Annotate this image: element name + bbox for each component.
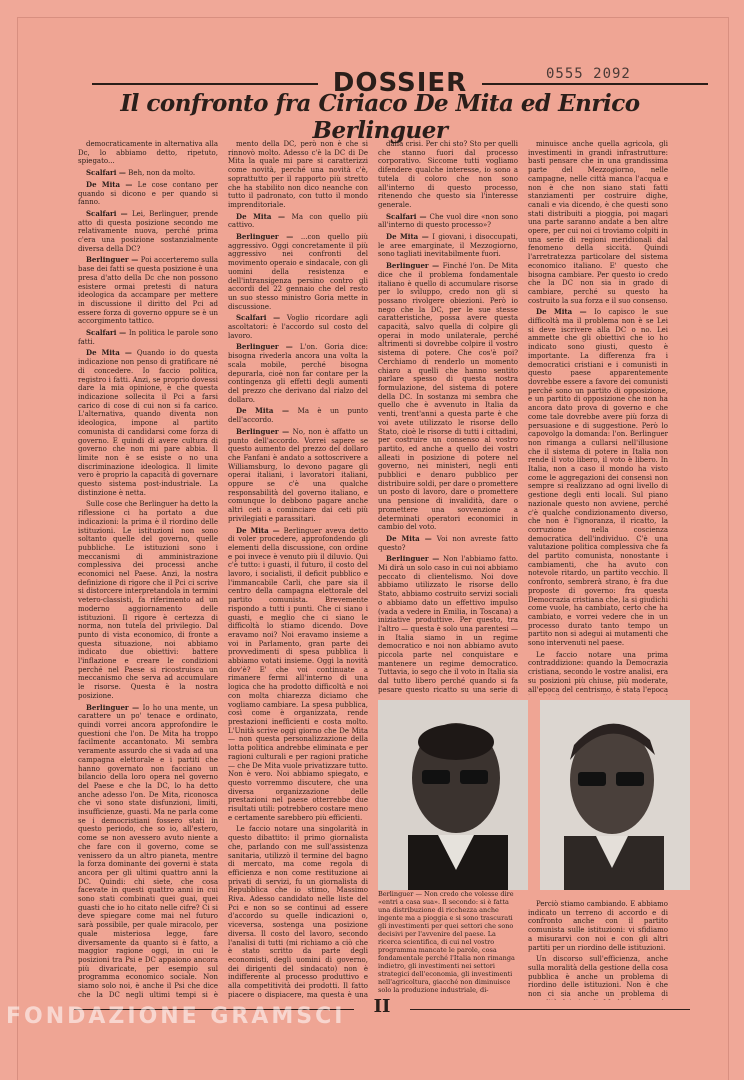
footer-rule-right xyxy=(410,1009,690,1010)
paragraph xyxy=(528,651,668,695)
photo-berlinguer xyxy=(540,700,690,890)
text-column-3 xyxy=(378,140,518,695)
paragraph xyxy=(78,210,218,254)
photo-de-mita xyxy=(378,700,528,890)
speaker-label: De Mita — xyxy=(86,348,137,358)
speaker-label: Berlinguer — xyxy=(86,702,143,712)
archive-number: 0555 2092 xyxy=(546,66,631,82)
paragraph-text: Voglio ricordare agli ascoltatori: è l'accordo sul costo del lavoro. xyxy=(228,314,368,340)
text-column-4-continued xyxy=(528,900,668,1000)
speaker-label: De Mita — xyxy=(536,307,595,317)
paragraph-text: Finché l'on. De Mita dice che il problema fondamentale italiano è quello di accumulare risorse per lo sviluppo, credo non gli si possano rivolgere obiezioni. Però io nego che la DC, per le sue stesse caratteristiche, possa avere questa capacità, salvo quella di colpire gli operai in modo unilaterale, perché altrimenti si dovrebbe colpire il vostro sistema di potere. Che cos'è poi? Cerchiamo di renderlo un momento chiaro a quelli che hanno sentito parlare spesso di questa nostra formulazione, del sistema di potere della DC. In sostanza mi sembra che quello che è avvenuto in Italia da venti, trent'anni a questa parte è che voi avete utilizzato le risorse dello Stato, cioè le risorse di tutti i cittadini, per costruire un consenso al vostro partito, ed anche a quello dei vostri alleati in posizione di potere nel governo, nei ministeri, negli enti pubblici e denaro pubblico per distribuire soldi, per dare o promettere un posto di lavoro, dare o promettere una pensione di invalidità, dare o promettere una sovvenzione a determinati operatori economici in cambio del voto. xyxy=(378,262,518,532)
paragraph-text: Ma è un punto dell'accordo. xyxy=(228,407,368,425)
paragraph-text: Io ho una mente, un carattere un po' tenace e ordinato, quindi vorrei ancora approfondire le questioni che l'on. De Mita ha troppo facilmente accantonato. Mi sembra veramente assurdo che si vada ad una campagna elettorale e i partiti che hanno governato non facciano un bilancio della loro opera nel governo del Paese e che la DC, lo ha detto anche adesso l'on. De Mita, riconosca che vi sono state disfunzioni, limiti, insufficienze, guasti. Ma ne parla come se i democristiani fossero stati in questo periodo, che so io, all'estero, come se non avessero avuto niente a che fare con il governo, come se venissero da un altro pianeta, mentre la forza dominante dei governi è stata ancora per gli ultimi quattro anni la DC. Quindi: chi siete, che cosa facevate in questi quattro anni in cui sono stati combinati quei guai, quei guasti che io ho citato nelle cifre? Ci si deve spiegare come mai nel futuro sarà possibile, per quale miracolo, per quale misteriosa legge, fare diversamente da quanto si è fatto, a maggior ragione oggi, in cui le posizioni tra Psi e DC appaiono ancora più divaricate, per esempio sul programma economico sociale. Non siamo solo noi, è anche il Psi che dice che la DC negli ultimi tempi si è xyxy=(78,703,218,999)
text-column-1 xyxy=(78,140,218,1000)
paragraph xyxy=(228,233,368,311)
section-title: DOSSIER xyxy=(332,68,468,98)
paragraph xyxy=(78,349,218,497)
headline: Il confronto fra Ciriaco De Mita ed Enrico Berlinguer xyxy=(120,90,640,144)
paragraph-text: Perciò stiamo cambiando. E abbiamo indicato un terreno di accordo e di confronto anche con il partito comunista sulle istituzioni: vi sfidiamo a misurarvi con noi e con gli altri partiti per un riordino delle istituzioni. xyxy=(528,900,668,952)
speaker-label: Scalfari — xyxy=(86,168,129,178)
paragraph-text: Le faccio notare una singolarità in questo dibattito: il primo giornalista che, parlando con me sull'assistenza sanitaria, utilizzò il termine del bagno di mercato, ma come regola di efficienza e non come restituzione ai privati di servizi, fu un giornalista di Repubblica che io stimo, Massimo Riva. Adesso candidato nelle liste del Pci e non so se continui ad essere d'accordo su quelle indicazioni o, viceversa, sostenga una posizione diversa. Il costo del lavoro, secondo l'analisi di tutti (mi richiamo a ciò che è stato scritto da parte degli economisti, degli uomini di governo, dei dirigenti del sindacato) non è indifferente al processo produttivo e alla competitività dei prodotti. Il fatto piacere o dispiacere, ma questa è una xyxy=(228,825,368,999)
speaker-label: Berlinguer — xyxy=(86,255,141,265)
paragraph xyxy=(228,407,368,424)
speaker-label: Berlinguer — xyxy=(236,426,293,436)
paragraph-text: In politica le parole sono fatti. xyxy=(78,329,218,346)
speaker-label: Berlinguer — xyxy=(386,261,443,271)
paragraph xyxy=(528,955,668,1000)
header-rule-left xyxy=(92,83,318,85)
paragraph-text: Sulle cose che Berlinguer ha detto la riflessione ci ha portato a due indicazioni: la prima è il riordino delle istituzioni. Le istituzioni non sono soltanto quelle del governo, quelle pubbliche. Le istituzioni sono i meccanismi di amministrazione complessiva dei processi anche economici nel Paese. Anzi, la nostra definizione di rigore che il Pci ci scrive si distorcere interpretandola in termini vetero-classisti, fa riferimento ad un moderno aggiornamento delle istituzioni. Il rigore è certezza di norma, non tutela del privilegio. Dal punto di vista economico, di fronte a questa situazione, noi abbiamo indicato due obiettivi: battere l'inflazione e creare le condizioni perché nel Paese si ricostruisca un meccanismo che serva ad accumulare le risorse. Questa è la nostra posizione. xyxy=(78,500,218,700)
paragraph xyxy=(378,140,518,210)
paragraph xyxy=(228,314,368,340)
speaker-label: Berlinguer — xyxy=(386,554,443,564)
paragraph xyxy=(78,169,218,178)
paragraph xyxy=(528,308,668,647)
paragraph xyxy=(228,428,368,524)
paragraph-text: Berlinguer aveva detto di voler procedere, approfondendo gli elementi della discussione, con ordine e poi invece è venuto più il diluvio. Qui c'è tutto: i guasti, il futuro, il costo del lavoro, i socialisti, il deficit pubblico e l'immancabile Carli, che pare sia il centro della campagna elettorale del partito comunista. Brevemente rispondo a tutti i punti. Che ci siano i guasti, e meglio che ci siano le difficoltà lo stiamo dicendo. Dove eravamo noi? Noi eravamo insieme a voi in Parlamento, gran parte dei provvedimenti di spesa pubblica li abbiamo votati insieme. Oggi la novità dov'è? E' che voi continuate a rimanere fermi all'interno di una logica che ha prodotto difficoltà e noi con molta chiarezza diciamo che vogliamo cambiare. La spesa pubblica, così come è organizzata, rende prestazioni inefficienti e costa molto. L'Unità scrive oggi giorno che De Mita — non questa personalizzazione della lotta politica andrebbe eliminata e per ragioni culturali e per ragioni pratiche — che De Mita vuole privatizzare tutto. Non è vero. Noi abbiamo spiegato, e questo vorremmo discutere, che una diversa organizzazione delle prestazioni nel paese otterrebbe due risultati utili: potrebbero costare meno e certamente sarebbero più efficienti. xyxy=(228,526,368,822)
paragraph-text: Lei, Berlinguer, prende atto di questa posizione secondo me relativamente nuova, perché prima c'era una posizione sostanzialmente diversa della DC? xyxy=(78,209,218,253)
paragraph-text: L'on. Goria dice: bisogna rivederla ancora una volta la scala mobile, perché bisogna depurarla, cioè non far contare per la contingenza gli effetti degli aumenti del prezzo che derivano dal rialzo del dollaro. xyxy=(228,343,368,404)
paragraph xyxy=(528,140,668,305)
header-rule-right xyxy=(482,83,708,85)
paragraph-text: I giovani, i disoccupati, le aree emarginate, il Mezzogiorno, sono tagliati inevitabilmente fuori. xyxy=(378,233,518,259)
paragraph xyxy=(228,213,368,230)
paragraph-text: Beh, non da molto. xyxy=(128,169,196,178)
paragraph-text: Quando io do questa indicazione non penso di gratificare né di concedere. Io faccio politica, registro i fatti. Anzi, se proprio dovessi dare la mia opinione, è che questa indicazione sollecita il Pci a farsi carico di cose di cui non si fa carico. L'alternativa, quando diventa non ideologica, impone al partito comunista di candidarsi come forza di governo. E quindi di avere cultura di governo che non mi pare abbia. Il limite non è se esiste o no una discriminazione ideologica. Il limite vero è proprio la capacità di governare questo sistema post-industriale. La distinzione è netta. xyxy=(78,349,218,497)
paragraph xyxy=(378,555,518,695)
paragraph-text: Un discorso sull'efficienza, anche sulla moralità della gestione della cosa pubblica è anche un problema di riordino delle istituzioni. Non è che non ci sia anche un problema di xyxy=(528,955,668,999)
text-column-2 xyxy=(228,140,368,1000)
speaker-label: Berlinguer — xyxy=(236,232,301,242)
paragraph-text: Le cose contano per quando si dicono e per quando si fanno. xyxy=(78,180,218,207)
watermark xyxy=(6,1004,345,1029)
speaker-label: De Mita — xyxy=(236,406,298,416)
paragraph-text: democraticamente in alternativa alla Dc, lo abbiamo detto, ripetuto, spiegato... xyxy=(78,140,218,166)
paragraph xyxy=(228,140,368,210)
watermark-text: FONDAZIONE GRAMSCI xyxy=(6,1004,346,1029)
paragraph-text: dalla crisi. Per chi sto? Sto per quelli che stanno fuori dal processo corporativo. Siccome tutti vogliamo difendere qualche interesse, io sono a tutela di coloro che non sono all'interno di questo processo, ritenendo che questo sia l'interesse generale. xyxy=(378,140,518,209)
paragraph-text: Io capisco le sue difficoltà ma il problema non è se Lei si deve iscrivere alla DC o no. Lei ammette che gli obiettivi che io ho indicato sono giusti, questo è importante. La differenza fra i democratici cristiani e i comunisti in questo paese apparentemente dovrebbe essere a favore dei comunisti perché sono un partito di opposizione, e un partito di opposizione che non ha ancora dato prova di governo e che come tale dovrebbe avere più forza di persuasione e di suggestione. Però lo capovolgo la domanda: l'on. Berlinguer non rimanga a cullarsi nell'illusione che il sistema di potere in Italia non rende il voto libero, il voto è libero. In Italia, non a caso il mondo ha visto come le aggregazioni dei consensi non sempre si realizzano ad ogni livello di gestione degli enti locali. Sul piano nazionale questo non avviene, perché c'è qualche condizionamento diverso, che non è l'ignoranza, il ricatto, la corruzione nella coscienza democratica dell'individuo. C'è una valutazione politica complessiva che fa del partito comunista, nonostante i cambiamenti, che ha avuto con notevole ritardo, un partito vecchio. Il confronto, sembrerà strano, è fra due proposte di governo: fra questa Democrazia cristiana che, la si giudichi come vuole, ha cambiato, certo che ha cambiato, e vorrei vedere che in un processo durato tanto tempo un partito non si adegui ai mutamenti che sono intervenuti nel paese. xyxy=(528,308,668,648)
paragraph xyxy=(228,527,368,823)
paragraph xyxy=(378,213,518,230)
paragraph xyxy=(378,262,518,532)
speaker-label: Scalfari — xyxy=(86,208,132,218)
paragraph-text: Poi accerteremo sulla base dei fatti se questa posizione è una presa d'atto della Dc che non possono esistere ormai pretesti di natura ideologica da accampare per mettere in discussione il diritto del Pci ad essere forza di governo oppure se è un accorgimento tattico. xyxy=(78,256,218,326)
paragraph xyxy=(228,825,368,1000)
paragraph xyxy=(78,140,218,166)
paragraph xyxy=(78,256,218,326)
speaker-label: De Mita — xyxy=(236,525,284,535)
speaker-label: Scalfari — xyxy=(386,211,430,221)
speaker-label: Scalfari — xyxy=(236,313,287,323)
paragraph xyxy=(78,704,218,1000)
speaker-label: De Mita — xyxy=(236,211,292,221)
paragraph-text: No, non è affatto un punto dell'accordo. Vorrei sapere se questo aumento del prezzo del dollaro che Fanfani è andato a sottoscrivere a Williamsburg, lo devono pagare gli operai italiani, i lavoratori italiani, oppure se c'è una qualche responsabilità del governo italiano, e comunque lo debbono pagare anche altri ceti a cominciare dai ceti più privilegiati e parassitari. xyxy=(228,427,368,523)
paragraph xyxy=(78,181,218,207)
speaker-label: De Mita — xyxy=(86,179,138,189)
speaker-label: De Mita — xyxy=(386,533,437,543)
paragraph xyxy=(78,500,218,700)
portrait-berlinguer-icon xyxy=(540,700,690,890)
paragraph-text: Ma con quello più cattivo. xyxy=(228,212,368,230)
paragraph-text: Voi non avreste fatto questo? xyxy=(378,534,518,552)
paragraph xyxy=(378,233,518,259)
paragraph-text: mento della DC, però non è che si rinnovò molto. Adesso c'è la DC di De Mita la quale mi pare si caratterizzi come novità, perché una novità c'è, soprattutto per il rapporto più stretto che ha stabilito non dico neanche con tutto il padronato, con tutto il mondo imprenditoriale. xyxy=(228,140,368,209)
paragraph xyxy=(378,535,518,552)
page-number: II xyxy=(373,996,391,1017)
paragraph xyxy=(228,343,368,404)
paragraph-text: Che vuol dire «non sono all'interno di questo processo»? xyxy=(378,212,518,230)
paragraph xyxy=(78,329,218,346)
speaker-label: De Mita — xyxy=(386,232,433,242)
speaker-label: Scalfari — xyxy=(86,328,129,338)
paragraph-text: Le faccio notare una prima contraddizione: quando la Democrazia cristiana, secondo le vostre analisi, era su posizioni più chiuse, più moderate, all'epoca del centrismo, è stata l'epoca xyxy=(528,650,668,694)
paragraph-text: Non l'abbiamo fatto. Mi dirà un solo caso in cui noi abbiamo peccato di clientelismo. Noi dove abbiamo utilizzato le risorse dello Stato, abbiamo costruito servizi sociali o abbiamo dato un effettivo impulso (vada a vedere in Emilia, in Toscana) a iniziative produttive. Per questo, tra l'altro — questa è solo una parentesi — in Italia siamo in un regime democratico e noi non abbiamo avuto piccola parte nel conquistare e mantenere un regime democratico. Tuttavia, io sego che il voto in Italia sia dal tutto libero perché quando si fa pesare questo ricatto su una serie di xyxy=(378,555,518,694)
paragraph-text: ...con quello più aggressivo. Oggi concretamente il più aggressivo nei confronti del movimento operaio e sindacale, con gli uomini della resistenza e dell'intransigenza persino contro gli accordi del 22 gennaio che del resto un suo stesso ministro Goria mette in discussione. xyxy=(228,233,368,311)
photo-caption: Berlinguer — Non credo che volesse dire «entri a casa sua». Il secondo: si è fatta una distribuzione di ricchezza anche ingente ma a pioggia e si sono trascurati gli investimenti per quei settori che sono decisivi per l'avvenire del paese. La ricerca scientifica, di cui nel vostro programma mancate le parole, cosa fondamentale perché l'Italia non rimanga indietro, gli investimenti nei settori strategici dell'economia, gli investimenti nell'agricoltura, giacché non diminuisce solo la produzione industriale, di- xyxy=(378,890,515,994)
text-column-4 xyxy=(528,140,668,695)
portrait-de-mita-icon xyxy=(378,700,528,890)
paragraph-text: minuisce anche quella agricola, gli investimenti in grandi infrastrutture: basti pensare che in una grandissima parte del Mezzogiorno, nelle campagne, nelle città manca l'acqua e non è che non siano stati fatti stanziamenti per costruire dighe, canali e via dicendo, è che questi sono stati distribuiti a pioggia, poi magari una parte saranno andate a ben altre opere, per cui noi ci troviamo colpiti in una serie di regioni meridionali dal fenomeno della siccità. Quindi l'arretratezza particolare del sistema economico italiano. E' questo che bisogna cambiare. Per questo io credo che la DC non sia in grado di cambiare, perché su questo ha costruito la sua forza e il suo consenso. xyxy=(528,140,668,305)
paragraph xyxy=(528,900,668,952)
speaker-label: Berlinguer — xyxy=(236,342,300,352)
